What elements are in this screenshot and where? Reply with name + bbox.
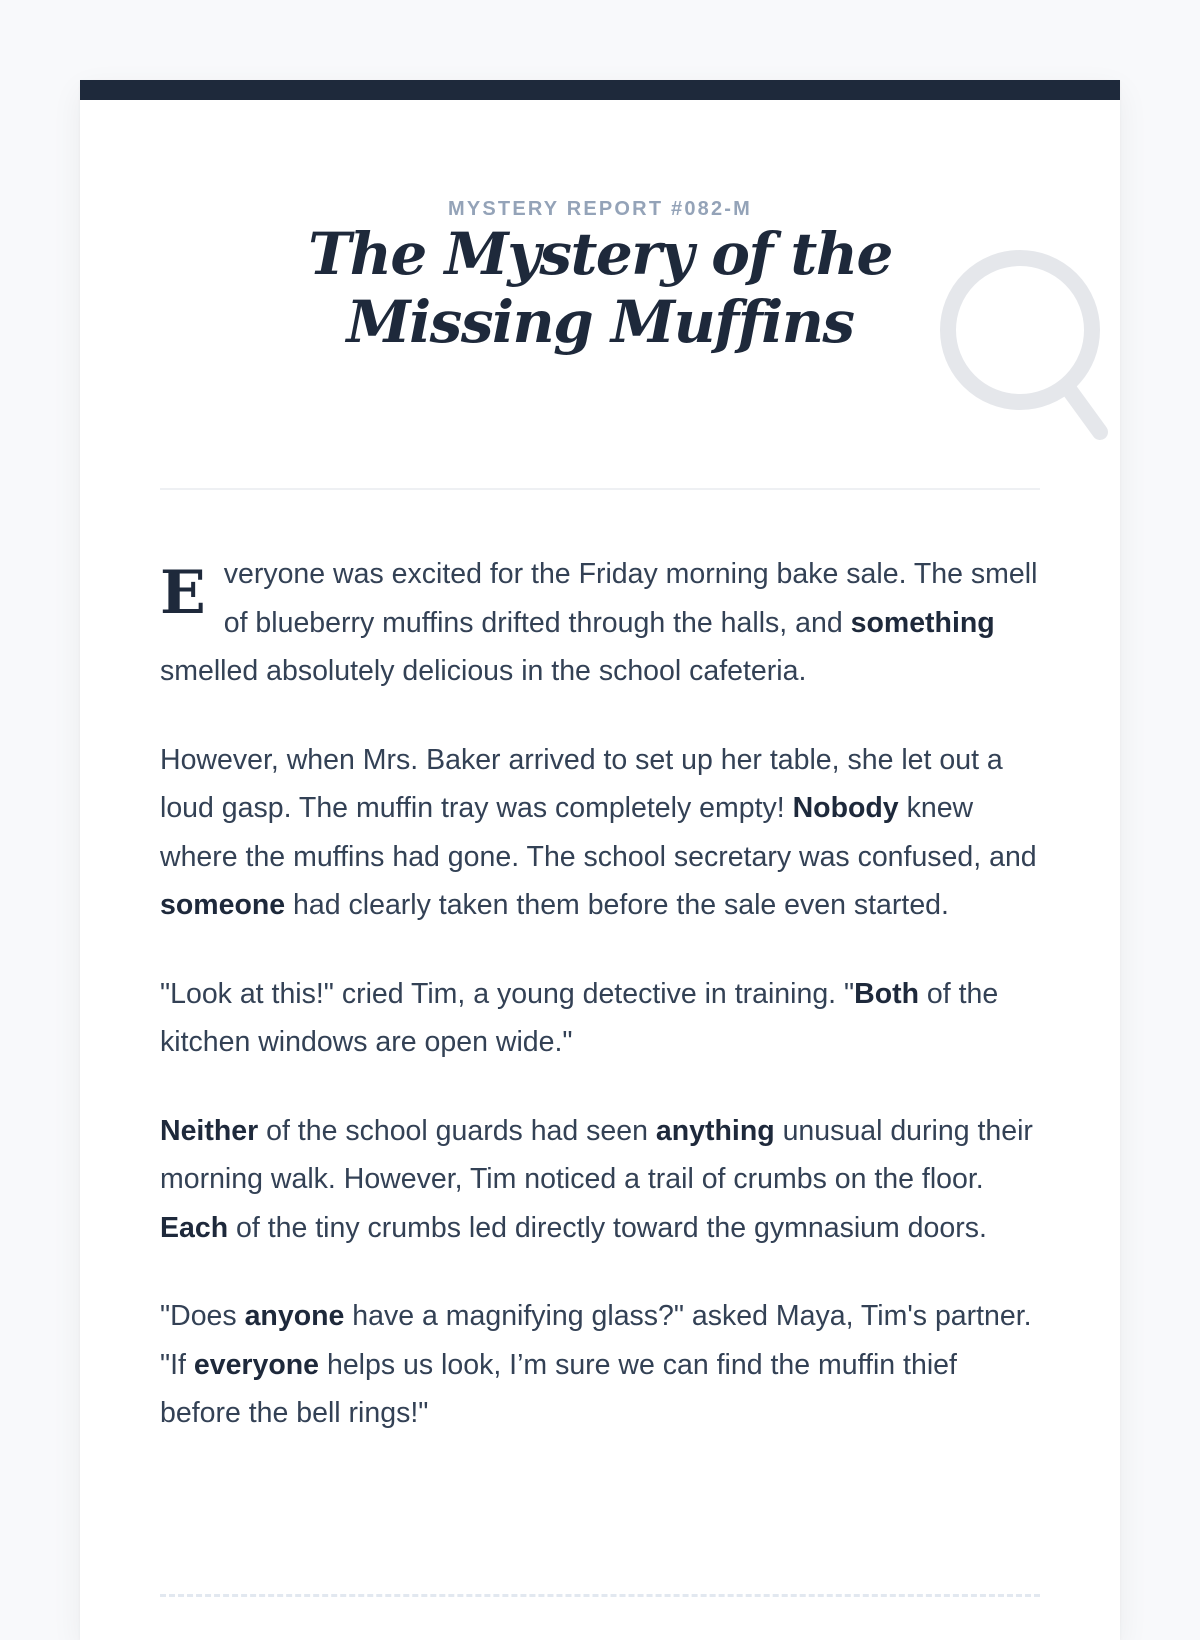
text-segment: of the school guards had seen <box>258 1114 656 1147</box>
page-title: The Mystery of the Missing Muffins <box>308 220 892 356</box>
report-header <box>160 100 1040 490</box>
highlighted-pronoun: anyone <box>244 1300 345 1332</box>
text-segment: have a magnifying glass?" asked Maya, Tim's partner. "If <box>160 1300 1032 1381</box>
story-paragraph-3 <box>160 970 1040 1067</box>
text-segment: However, when Mrs. Baker arrived to set up her table, she let out a loud gasp. The muffin tray was completely empty! <box>160 743 1003 824</box>
report-page <box>80 80 1120 1640</box>
highlighted-pronoun: something <box>850 606 995 639</box>
story-paragraph-4 <box>160 1107 1040 1253</box>
story-paragraph-1 <box>160 550 1040 696</box>
text-segment: unusual during their morning walk. However, Tim noticed a trail of crumbs on the floor. <box>160 1114 1033 1195</box>
highlighted-pronoun: everyone <box>193 1348 320 1381</box>
text-segment: "Does <box>160 1300 245 1332</box>
report-number: MYSTERY REPORT #082-M <box>447 198 753 220</box>
text-segment: veryone was excited for the Friday morning bake sale. The smell of blueberry muffins drifted through the halls, and <box>223 558 1038 639</box>
text-segment: of the kitchen windows are open wide." <box>160 977 999 1058</box>
highlighted-pronoun: Both <box>854 977 920 1010</box>
highlighted-pronoun: Each <box>160 1211 229 1244</box>
drop-cap: E <box>160 558 206 628</box>
story-paragraph-5 <box>160 1292 1040 1438</box>
text-segment: "Look at this!" cried Tim, a young detective in training. " <box>160 977 855 1010</box>
story-body <box>160 550 1040 1478</box>
text-segment: helps us look, I’m sure we can find the muffin thief before the bell rings!" <box>160 1348 957 1429</box>
text-segment: of the tiny crumbs led directly toward the gymnasium doors. <box>228 1211 987 1244</box>
footer-divider <box>160 1594 1040 1597</box>
highlighted-pronoun: Neither <box>160 1114 259 1147</box>
highlighted-pronoun: anything <box>655 1114 775 1147</box>
text-segment: knew where the muffins had gone. The school secretary was confused, and <box>160 792 1037 873</box>
highlighted-pronoun: Nobody <box>792 792 899 824</box>
top-accent-bar <box>80 80 1120 100</box>
text-segment: smelled absolutely delicious in the school cafeteria. <box>160 655 807 687</box>
story-paragraph-2 <box>160 736 1040 930</box>
text-segment: had clearly taken them before the sale even started. <box>285 889 949 921</box>
highlighted-pronoun: someone <box>160 889 286 921</box>
